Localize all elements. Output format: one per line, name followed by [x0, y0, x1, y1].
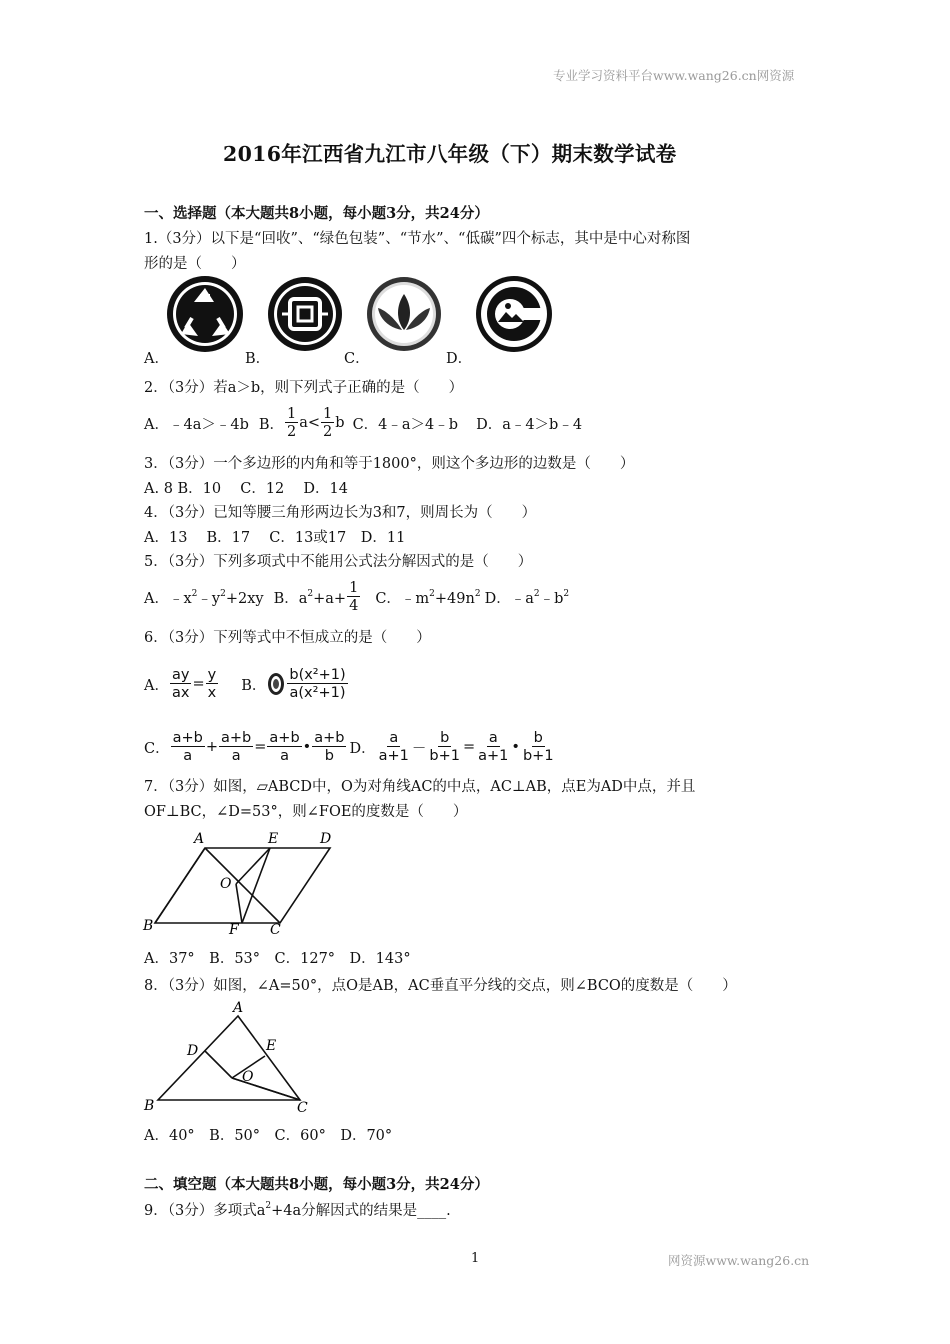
q2-option-b-label: B．	[258, 416, 285, 433]
q6-a-equals: =	[192, 676, 205, 692]
label-c: C	[297, 1100, 308, 1116]
q6-d-fraction-4: $\frac{b}{b+1}$	[522, 729, 554, 764]
q1-option-d-label: D．	[446, 351, 473, 367]
label-e: E	[266, 1038, 277, 1054]
q2-option-b-part2: b	[335, 415, 345, 431]
q2-options	[144, 402, 582, 444]
q6-c-dot: •	[302, 739, 312, 755]
label-a: A	[194, 831, 205, 847]
label-e: E	[268, 831, 279, 847]
q6-d-fraction-1: $\frac{a}{a+1}$	[378, 729, 409, 764]
q2-stem: 2．（3分）若a＞b，则下列式子正确的是（ ）	[144, 380, 464, 396]
q4-options: A．13 B．17 C．13或17 D．11	[144, 530, 406, 546]
green-package-logo-icon	[268, 277, 342, 351]
q5-option-a: A．$﹣x^2﹣y^2+2xy$	[144, 588, 264, 607]
q4-stem: 4．（3分）已知等腰三角形两边长为3和7，则周长为（ ）	[144, 505, 537, 521]
q2-option-c: C．4﹣a＞4﹣b	[352, 416, 459, 433]
label-o: O	[220, 876, 232, 892]
label-o: O	[242, 1069, 254, 1085]
q8-stem: 8．（3分）如图，∠A=50°，点O是AB，AC垂直平分线的交点，则∠BCO的度数是（ ）	[144, 978, 737, 994]
q5-option-d: D．$﹣a^2﹣b^2$	[484, 588, 570, 607]
watermark-top: 专业学习资料平台www.wang26.cn网资源	[553, 68, 795, 83]
q1-stem-line2: 形的是（ ）	[144, 256, 246, 272]
low-carbon-logo-icon	[476, 276, 552, 352]
recycle-logo-icon	[167, 276, 243, 352]
q6-stem: 6．（3分）下列等式中不恒成立的是（ ）	[144, 630, 431, 646]
q2-fraction-2: $\frac{1}{2}$	[323, 405, 333, 440]
q7-stem-line1: 7．（3分）如图，▱ABCD中，O为对角线AC的中点，AC⊥AB，点E为AD中点，并且	[144, 779, 696, 795]
q6-d-fraction-3: $\frac{a}{a+1}$	[478, 729, 509, 764]
q6-a-fraction-1: $\frac{ay}{ax}$	[171, 666, 190, 701]
page-number: 1	[471, 1251, 480, 1266]
q5-options	[144, 576, 569, 618]
q6-option-d-label: D．	[349, 740, 376, 757]
q7-parallelogram-figure	[140, 826, 365, 941]
q6-d-dot: •	[511, 739, 520, 755]
q6-options-ab	[144, 658, 349, 710]
section-choice-heading: 一、选择题（本大题共8小题，每小题3分，共24分）	[144, 205, 489, 222]
q6-c-fraction-2: $\frac{a+b}{a}$	[221, 729, 252, 764]
q2-option-b-part1: a<	[299, 415, 321, 431]
label-a: A	[233, 1000, 244, 1016]
watermark-bottom: 网资源www.wang26.cn	[668, 1253, 810, 1268]
q9-stem: 9．（3分）多项式$a^2+4a$分解因式的结果是____.	[144, 1201, 451, 1219]
label-d: D	[187, 1043, 199, 1059]
page-title: 2016年江西省九江市八年级（下）期末数学试卷	[223, 142, 677, 166]
q1-stem-line1: 1.（3分）以下是“回收”、“绿色包装”、“节水”、“低碳”四个标志，其中是中心对称图	[144, 231, 691, 247]
q5-option-b: B．$a^2+a+$	[273, 588, 347, 607]
q6-options-cd	[144, 724, 557, 770]
q6-c-fraction-1: $\frac{a+b}{a}$	[172, 729, 203, 764]
q7-stem-line2: OF⊥BC，∠D=53°，则∠FOE的度数是（ ）	[144, 804, 468, 820]
q6-option-a-label: A．	[144, 677, 169, 694]
section-fill-heading: 二、填空题（本大题共8小题，每小题3分，共24分）	[144, 1176, 489, 1193]
q6-b-fraction: $\frac{\text{b(x²+1)}}{\text{a(x²+1)}}$	[289, 666, 346, 701]
q1-option-a-label: A．	[144, 351, 169, 367]
q6-option-c-label: C．	[144, 740, 170, 757]
q6-a-fraction-2: $\frac{y}{x}$	[207, 666, 217, 701]
q7-options: A．37° B．53° C．127° D．143°	[144, 951, 411, 967]
q5-fraction: $\frac{1}{4}$	[349, 579, 359, 614]
q1-option-b-label: B．	[245, 351, 271, 367]
label-b: B	[143, 918, 154, 934]
q5-option-c: C．$﹣m^2+49n^2$	[375, 588, 481, 607]
q8-options: A．40° B．50° C．60° D．70°	[144, 1128, 393, 1144]
q8-triangle-figure	[140, 998, 320, 1116]
q2-option-a: A．﹣4a＞﹣4b	[144, 416, 249, 433]
q6-d-equals: =	[462, 739, 476, 755]
q3-stem: 3．（3分）一个多边形的内角和等于1800°，则这个多边形的边数是（ ）	[144, 456, 635, 472]
q2-option-d: D．a﹣4＞b﹣4	[476, 416, 583, 433]
label-c: C	[270, 922, 281, 938]
q6-d-minus: －	[411, 740, 427, 757]
q6-c-plus: +	[205, 739, 219, 755]
q6-c-fraction-3: $\frac{a+b}{a}$	[269, 729, 300, 764]
q6-d-fraction-2: $\frac{b}{b+1}$	[429, 729, 460, 764]
label-b: B	[144, 1098, 155, 1114]
q5-stem: 5．（3分）下列多项式中不能用公式法分解因式的是（ ）	[144, 554, 533, 570]
label-f: F	[229, 922, 239, 938]
q6-c-equals: =	[254, 739, 267, 755]
water-saving-logo-icon	[367, 277, 441, 351]
q6-c-fraction-4: $\frac{a+b}{b}$	[314, 729, 345, 764]
q1-option-c-label: C．	[344, 351, 370, 367]
label-d: D	[320, 831, 332, 847]
stamp-seal-icon	[266, 672, 286, 696]
q3-options: A. 8 B．10 C．12 D．14	[144, 481, 348, 497]
q6-option-b-label: B．	[241, 677, 267, 694]
q2-fraction-1: $\frac{1}{2}$	[287, 405, 297, 440]
